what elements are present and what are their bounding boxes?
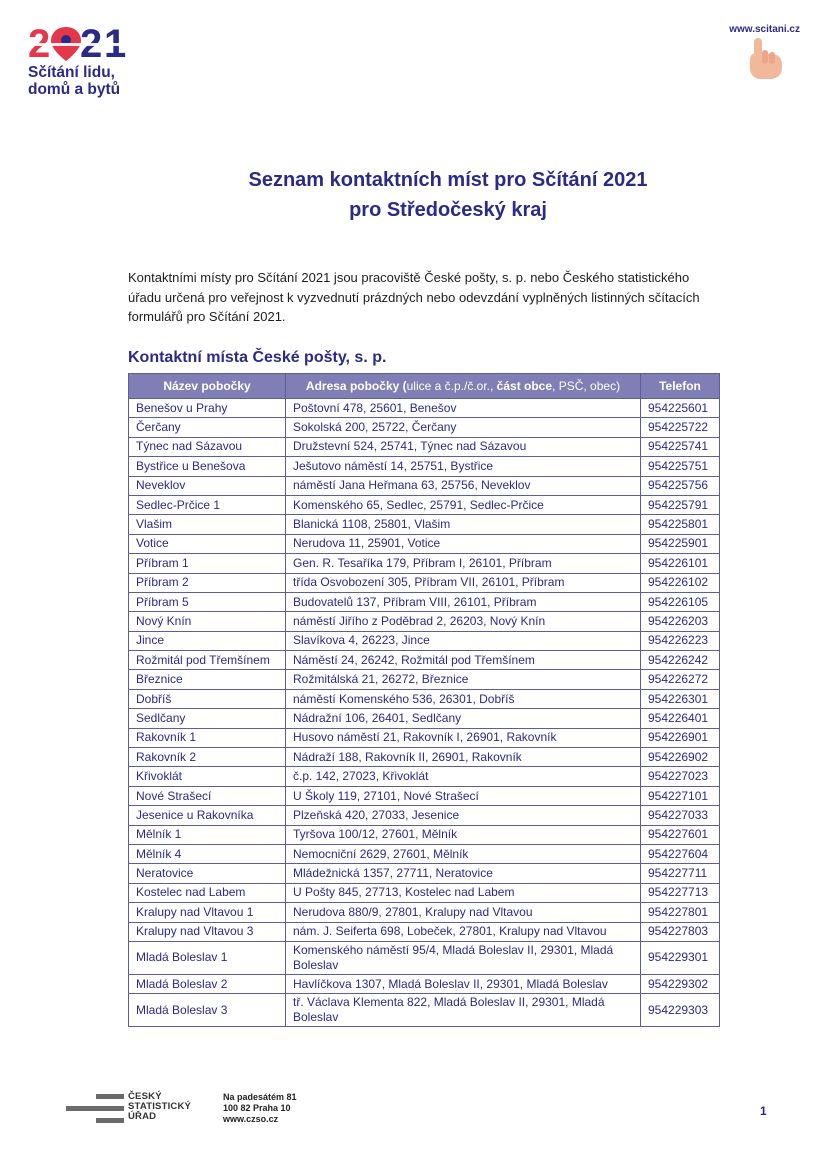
table-row	[129, 651, 720, 670]
table-row	[129, 883, 720, 902]
table-row	[129, 612, 720, 631]
table-row	[129, 670, 720, 689]
branch-name-cell: Neratovice	[129, 864, 286, 883]
phone-cell: 954227803	[641, 922, 720, 941]
branch-name-cell: Kralupy nad Vltavou 3	[129, 922, 286, 941]
page-title	[128, 165, 768, 225]
csu-line1: ČESKÝ	[128, 1091, 162, 1102]
address-cell: Slavíkova 4, 26223, Jince	[286, 631, 641, 650]
address-header-bold: část obce	[496, 379, 553, 393]
phone-cell: 954225801	[641, 515, 720, 534]
branch-name-cell: Březnice	[129, 670, 286, 689]
intro-paragraph: Kontaktními místy pro Sčítání 2021 jsou pracoviště České pošty, s. p. nebo Českého statistického úřadu určená pro veřejnost k vyzvednutí prázdných nebo odevzdání vyplněných listinných sčítacích formulářů pro Sčítání 2021.	[128, 270, 700, 324]
address-cell: Husovo náměstí 21, Rakovník I, 26901, Rakovník	[286, 728, 641, 747]
table-row	[129, 806, 720, 825]
table-row	[129, 399, 720, 418]
footer-website-link[interactable]: www.czso.cz	[223, 1114, 279, 1124]
table-row	[129, 786, 720, 805]
address-cell: U Školy 119, 27101, Nové Strašecí	[286, 786, 641, 805]
page-number: 1	[760, 1104, 767, 1118]
address-cell: Nerudova 880/9, 27801, Kralupy nad Vltavou	[286, 903, 641, 922]
phone-cell: 954225901	[641, 534, 720, 553]
phone-cell: 954227801	[641, 903, 720, 922]
address-cell: Blanická 1108, 25801, Vlašim	[286, 515, 641, 534]
phone-cell: 954226242	[641, 651, 720, 670]
address-cell: Nádraží 188, Rakovník II, 26901, Rakovník	[286, 748, 641, 767]
logo-text-line2: domů a bytů	[28, 81, 121, 98]
address-cell: Plzeňská 420, 27033, Jesenice	[286, 806, 641, 825]
address-cell: náměstí Jiřího z Poděbrad 2, 26203, Nový Knín	[286, 612, 641, 631]
footer-address-line2: 100 82 Praha 10	[223, 1103, 291, 1113]
branch-name-cell: Příbram 2	[129, 573, 286, 592]
phone-cell: 954226102	[641, 573, 720, 592]
phone-cell: 954226223	[641, 631, 720, 650]
table-row	[129, 728, 720, 747]
logo-text	[28, 64, 138, 98]
address-cell: nám. J. Seiferta 698, Lobeček, 27801, Kralupy nad Vltavou	[286, 922, 641, 941]
address-cell: náměstí Jana Heřmana 63, 25756, Neveklov	[286, 476, 641, 495]
table-row	[129, 825, 720, 844]
branch-name-cell: Příbram 5	[129, 592, 286, 611]
table-row	[129, 709, 720, 728]
column-header-address	[286, 374, 641, 399]
table-row	[129, 418, 720, 437]
table-row	[129, 844, 720, 863]
table-row	[129, 476, 720, 495]
phone-cell: 954225741	[641, 437, 720, 456]
branch-name-cell: Sedlčany	[129, 709, 286, 728]
phone-cell: 954227101	[641, 786, 720, 805]
phone-cell: 954225751	[641, 457, 720, 476]
address-cell: Tyršova 100/12, 27601, Mělník	[286, 825, 641, 844]
title-line1: Seznam kontaktních míst pro Sčítání 2021	[248, 169, 648, 191]
table-row	[129, 457, 720, 476]
phone-cell: 954229302	[641, 974, 720, 993]
address-header-detail1: ulice a č.p./č.or.,	[406, 379, 497, 393]
phone-cell: 954225601	[641, 399, 720, 418]
branch-name-cell: Mladá Boleslav 2	[129, 974, 286, 993]
table-row	[129, 495, 720, 514]
phone-cell: 954227711	[641, 864, 720, 883]
phone-cell: 954229301	[641, 941, 720, 974]
table-row	[129, 534, 720, 553]
phone-cell: 954229303	[641, 994, 720, 1027]
address-cell: Nemocniční 2629, 27601, Mělník	[286, 844, 641, 863]
address-cell: U Pošty 845, 27713, Kostelec nad Labem	[286, 883, 641, 902]
phone-cell: 954227604	[641, 844, 720, 863]
table-body	[129, 399, 720, 1027]
address-header-main: Adresa pobočky (	[305, 379, 407, 393]
address-cell: Poštovní 478, 25601, Benešov	[286, 399, 641, 418]
table-row	[129, 903, 720, 922]
branch-name-cell: Votice	[129, 534, 286, 553]
pointing-hand-icon	[742, 36, 786, 85]
branch-name-cell: Mělník 4	[129, 844, 286, 863]
phone-cell: 954225756	[641, 476, 720, 495]
table-row	[129, 767, 720, 786]
branch-name-cell: Jince	[129, 631, 286, 650]
phone-cell: 954226272	[641, 670, 720, 689]
branch-name-cell: Příbram 1	[129, 554, 286, 573]
table-row	[129, 941, 720, 974]
phone-cell: 954226401	[641, 709, 720, 728]
branch-name-cell: Mladá Boleslav 3	[129, 994, 286, 1027]
table-row	[129, 748, 720, 767]
address-cell: Sokolská 200, 25722, Čerčany	[286, 418, 641, 437]
table-row	[129, 437, 720, 456]
branch-name-cell: Mladá Boleslav 1	[129, 941, 286, 974]
branch-name-cell: Nový Knín	[129, 612, 286, 631]
address-cell: Družstevní 524, 25741, Týnec nad Sázavou	[286, 437, 641, 456]
table-row	[129, 631, 720, 650]
branch-name-cell: Kostelec nad Labem	[129, 883, 286, 902]
table-row	[129, 974, 720, 993]
table-row	[129, 554, 720, 573]
branch-name-cell: Rožmitál pod Třemšínem	[129, 651, 286, 670]
address-cell: Ješutovo náměstí 14, 25751, Bystřice	[286, 457, 641, 476]
phone-cell: 954226203	[641, 612, 720, 631]
branch-name-cell: Kralupy nad Vltavou 1	[129, 903, 286, 922]
branch-name-cell: Nové Strašecí	[129, 786, 286, 805]
branch-name-cell: Mělník 1	[129, 825, 286, 844]
table-row	[129, 573, 720, 592]
csu-line3: ÚŘAD	[128, 1111, 157, 1122]
branch-name-cell: Neveklov	[129, 476, 286, 495]
branch-name-cell: Benešov u Prahy	[129, 399, 286, 418]
address-cell: Nerudova 11, 25901, Votice	[286, 534, 641, 553]
census-logo	[28, 24, 138, 98]
column-header-phone: Telefon	[641, 374, 720, 399]
phone-cell: 954227713	[641, 883, 720, 902]
address-cell: Nádražní 106, 26401, Sedlčany	[286, 709, 641, 728]
footer-address-line1: Na padesátém 81	[223, 1092, 297, 1102]
address-cell: Rožmitálská 21, 26272, Březnice	[286, 670, 641, 689]
phone-cell: 954226901	[641, 728, 720, 747]
phone-cell: 954226301	[641, 689, 720, 708]
address-cell: č.p. 142, 27023, Křivoklát	[286, 767, 641, 786]
phone-cell: 954226902	[641, 748, 720, 767]
phone-cell: 954227023	[641, 767, 720, 786]
branch-name-cell: Jesenice u Rakovníka	[129, 806, 286, 825]
phone-cell: 954227033	[641, 806, 720, 825]
address-header-detail2: , PSČ, obec)	[552, 379, 621, 393]
column-header-name: Název pobočky	[129, 374, 286, 399]
branch-name-cell: Týnec nad Sázavou	[129, 437, 286, 456]
address-cell: Náměstí 24, 26242, Rožmitál pod Třemšínem	[286, 651, 641, 670]
phone-cell: 954225791	[641, 495, 720, 514]
website-link[interactable]: www.scitani.cz	[729, 24, 800, 35]
phone-cell: 954227601	[641, 825, 720, 844]
table-row	[129, 689, 720, 708]
branch-name-cell: Čerčany	[129, 418, 286, 437]
table-header-row	[129, 374, 720, 399]
branch-name-cell: Bystřice u Benešova	[129, 457, 286, 476]
branch-name-cell: Sedlec-Prčice 1	[129, 495, 286, 514]
title-line2: pro Středočeský kraj	[349, 199, 547, 221]
contact-table	[128, 373, 720, 1027]
phone-cell: 954226101	[641, 554, 720, 573]
branch-name-cell: Rakovník 2	[129, 748, 286, 767]
address-cell: náměstí Komenského 536, 26301, Dobříš	[286, 689, 641, 708]
address-cell: tř. Václava Klementa 822, Mladá Boleslav II, 29301, Mladá Boleslav	[286, 994, 641, 1027]
address-cell: Havlíčkova 1307, Mladá Boleslav II, 29301, Mladá Boleslav	[286, 974, 641, 993]
csu-logo-text	[128, 1092, 191, 1122]
table-row	[129, 994, 720, 1027]
address-cell: Gen. R. Tesaříka 179, Příbram I, 26101, Příbram	[286, 554, 641, 573]
phone-cell: 954225722	[641, 418, 720, 437]
table-row	[129, 592, 720, 611]
logo-text-line1: Sčítání lidu,	[28, 64, 115, 81]
address-cell: Komenského náměstí 95/4, Mladá Boleslav II, 29301, Mladá Boleslav	[286, 941, 641, 974]
csu-line2: STATISTICKÝ	[128, 1101, 192, 1112]
table-row	[129, 864, 720, 883]
logo-year-graphic	[28, 24, 138, 62]
address-cell: Komenského 65, Sedlec, 25791, Sedlec-Prčice	[286, 495, 641, 514]
branch-name-cell: Křivoklát	[129, 767, 286, 786]
branch-name-cell: Vlašim	[129, 515, 286, 534]
branch-name-cell: Dobříš	[129, 689, 286, 708]
section-heading: Kontaktní místa České pošty, s. p.	[128, 349, 387, 366]
address-cell: Mládežnická 1357, 27711, Neratovice	[286, 864, 641, 883]
footer-address	[223, 1092, 297, 1125]
table-row	[129, 922, 720, 941]
address-cell: třída Osvobození 305, Příbram VII, 26101, Příbram	[286, 573, 641, 592]
branch-name-cell: Rakovník 1	[129, 728, 286, 747]
address-cell: Budovatelů 137, Příbram VIII, 26101, Příbram	[286, 592, 641, 611]
phone-cell: 954226105	[641, 592, 720, 611]
table-row	[129, 515, 720, 534]
